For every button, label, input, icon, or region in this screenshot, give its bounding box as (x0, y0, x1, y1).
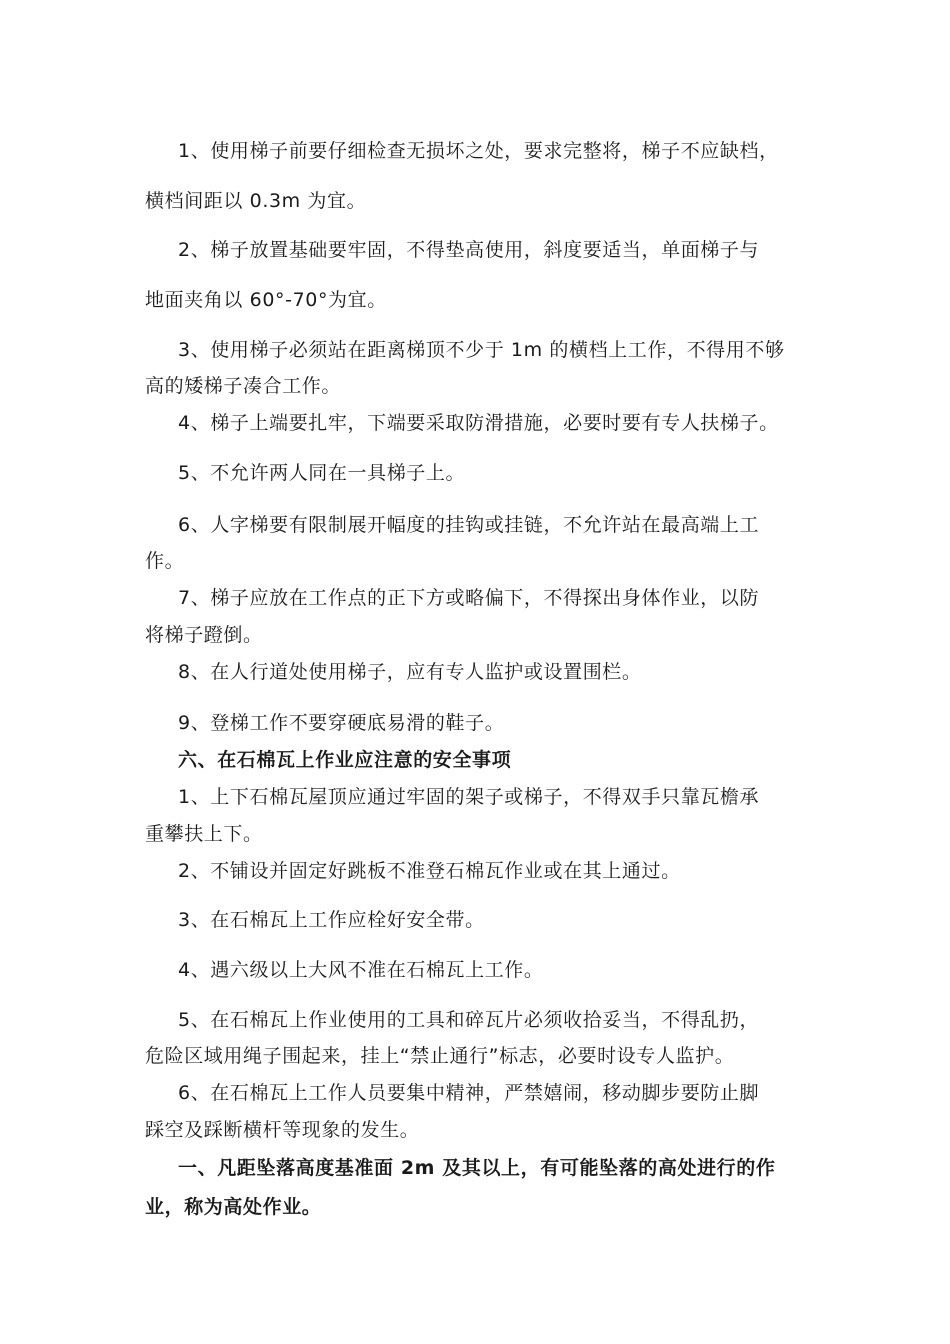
text-line: 9、登梯工作不要穿硬底易滑的鞋子。 (178, 712, 505, 734)
bold-paragraph-line: 业，称为高处作业。 (145, 1196, 322, 1218)
text-line: 3、在石棉瓦上工作应栓好安全带。 (178, 909, 485, 931)
text-line: 8、在人行道处使用梯子，应有专人监护或设置围栏。 (178, 661, 642, 683)
text-line: 横档间距以 0.3m 为宜。 (145, 190, 367, 212)
section-heading: 六、在石棉瓦上作业应注意的安全事项 (178, 749, 512, 771)
text-line: 7、梯子应放在工作点的正下方或略偏下，不得探出身体作业，以防 (178, 587, 760, 609)
text-line: 1、使用梯子前要仔细检查无损坏之处，要求完整将，梯子不应缺档， (178, 140, 779, 162)
text-line: 地面夹角以 60°-70°为宜。 (145, 289, 387, 311)
text-line: 4、梯子上端要扎牢，下端要采取防滑措施，必要时要有专人扶梯子。 (178, 412, 779, 434)
text-line: 作。 (145, 550, 185, 572)
text-line: 踩空及踩断横杆等现象的发生。 (145, 1119, 420, 1141)
text-line: 将梯子蹬倒。 (145, 624, 263, 646)
text-line: 5、不允许两人同在一具梯子上。 (178, 462, 466, 484)
text-line: 1、上下石棉瓦屋顶应通过牢固的架子或梯子，不得双手只靠瓦檐承 (178, 786, 760, 808)
text-line: 2、梯子放置基础要牢固，不得垫高使用，斜度要适当，单面梯子与 (178, 239, 760, 261)
text-line: 2、不铺设并固定好跳板不准登石棉瓦作业或在其上通过。 (178, 860, 681, 882)
text-line: 危险区域用绳子围起来，挂上“禁止通行”标志，必要时设专人监护。 (145, 1045, 735, 1067)
text-line: 4、遇六级以上大风不准在石棉瓦上工作。 (178, 959, 544, 981)
text-line: 5、在石棉瓦上作业使用的工具和碎瓦片必须收拾妥当，不得乱扔， (178, 1009, 760, 1031)
text-line: 6、在石棉瓦上工作人员要集中精神，严禁嬉闹，移动脚步要防止脚 (178, 1082, 760, 1104)
text-line: 6、人字梯要有限制展开幅度的挂钩或挂链，不允许站在最高端上工 (178, 514, 760, 536)
text-line: 高的矮梯子凑合工作。 (145, 375, 342, 397)
bold-paragraph-line: 一、凡距坠落高度基准面 2m 及其以上，有可能坠落的高处进行的作 (178, 1157, 776, 1179)
text-line: 3、使用梯子必须站在距离梯顶不少于 1m 的横档上工作，不得用不够 (178, 339, 785, 361)
text-line: 重攀扶上下。 (145, 823, 263, 845)
